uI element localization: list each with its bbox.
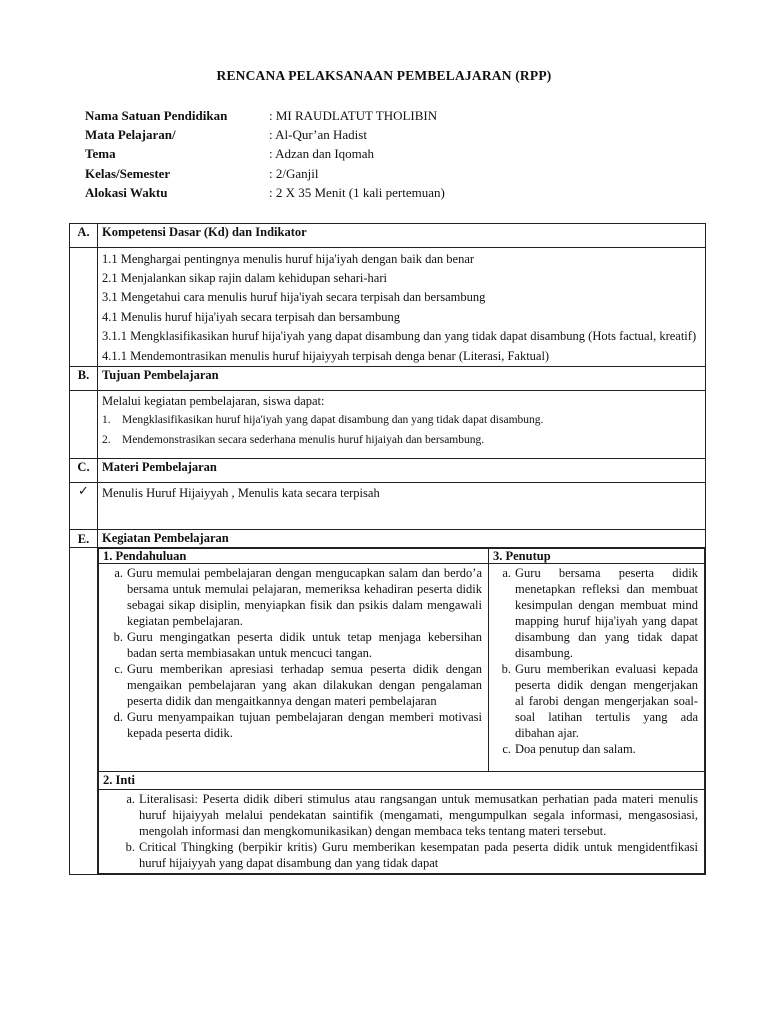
- competency-list: [98, 248, 706, 367]
- competency-item: 2.1 Menjalankan sikap rajin dalam kehidupan sehari-hari: [102, 271, 387, 286]
- identity-label: Kelas/Semester: [85, 165, 171, 181]
- identity-label: Tema: [85, 146, 116, 162]
- material-content: Menulis Huruf Hijaiyyah , Menulis kata secara terpisah: [98, 482, 706, 529]
- identity-label: Nama Satuan Pendidikan: [85, 107, 228, 123]
- section-letter: E.: [70, 529, 98, 547]
- document-title: RENCANA PELAKSANAAN PEMBELAJARAN (RPP): [216, 68, 552, 83]
- rpp-table: [69, 223, 706, 875]
- section-heading: Materi Pembelajaran: [98, 458, 706, 482]
- identity-value: : MI RAUDLATUT THOLIBIN: [269, 107, 438, 123]
- identity-value: : 2 X 35 Menit (1 kali pertemuan): [269, 185, 445, 201]
- inti-list: [99, 789, 705, 873]
- competency-item: 4.1.1 Mendemontrasikan menulis huruf hijaiyyah terpisah denga benar (Literasi, Faktual): [102, 348, 550, 363]
- inti-heading: 2. Inti: [99, 771, 705, 789]
- list-item: c. Guru memberikan apresiasi terhadap semua peserta didik dengan mengaikan pembelajaran yang akan dilakukan dengan pengalaman peserta didik dan mengaitkannya dengan materi pembelajaran: [114, 661, 482, 708]
- pendahuluan-list: [99, 563, 489, 771]
- identity-row: [85, 184, 445, 203]
- section-letter: A.: [70, 224, 98, 248]
- identity-label: Mata Pelajaran/: [85, 127, 176, 143]
- identity-value: : Al-Qur’an Hadist: [269, 127, 367, 143]
- identity-value: : 2/Ganjil: [269, 165, 319, 181]
- identity-block: [85, 106, 445, 203]
- section-heading: Kompetensi Dasar (Kd) dan Indikator: [98, 224, 706, 248]
- identity-row: [85, 164, 445, 183]
- section-heading: Tujuan Pembelajaran: [98, 367, 706, 391]
- list-item: d. Guru menyampaikan tujuan pembelajaran dengan memberi motivasi kepada peserta didik.: [113, 709, 482, 740]
- section-letter: B.: [70, 367, 98, 391]
- penutup-list: [489, 563, 705, 771]
- section-a-body: [70, 248, 706, 367]
- list-item: a. Guru bersama peserta didik menetapkan refleksi dan membuat kesimpulan dengan membuat mind mapping huruf hija'iyah yang dapat disambung dan yang tidak dapat disambung.: [502, 565, 698, 660]
- identity-row: [85, 145, 445, 164]
- identity-row: [85, 106, 445, 125]
- competency-item: 3.1.1 Mengklasifikasikan huruf hija'iyah yang dapat disambung dan yang tidak dapat disambung (Hots factual, kreatif): [102, 328, 697, 343]
- list-item: c. Doa penutup dan salam.: [502, 741, 636, 756]
- objective-intro: Melalui kegiatan pembelajaran, siswa dapat:: [102, 394, 325, 409]
- objective-list: [98, 391, 706, 458]
- identity-label: Alokasi Waktu: [85, 185, 168, 201]
- section-e-body: [70, 547, 706, 874]
- list-item: b. Guru mengingatkan peserta didik untuk tetap menjaga kebersihan badan serta membiasakan untuk mencuci tangan.: [113, 629, 482, 660]
- list-item: b. Guru memberikan evaluasi kepada peserta didik dengan mengerjakan al farobi dengan mengerjakan soal-soal latihan tertulis yang ada dibahan ajar.: [501, 661, 698, 740]
- penutup-heading: 3. Penutup: [489, 548, 705, 563]
- competency-item: 1.1 Menghargai pentingnya menulis huruf hija'iyah dengan baik dan benar: [102, 251, 475, 266]
- objective-item: 2. Mendemonstrasikan secara sederhana menulis huruf hijaiyah dan bersambung.: [102, 433, 485, 446]
- list-item: a. Literalisasi: Peserta didik diberi stimulus atau rangsangan untuk memusatkan perhatian pada materi menulis huruf hijaiyyah melalui pendekatan saintifik (mengamati, mengumpulkan segala informasi, mengasosiasi, mengolah informasi dan mengkomunikasikan) dengan membaca teks tentang materi tersebut.: [126, 791, 698, 838]
- section-b-header: [70, 367, 706, 391]
- check-mark-icon: ✓: [70, 482, 98, 529]
- objective-item: 1. Mengklasifikasikan huruf hija'iyah yang dapat disambung dan yang tidak dapat disambung.: [102, 414, 544, 427]
- activity-table: [98, 548, 705, 874]
- section-heading: Kegiatan Pembelajaran: [98, 529, 706, 547]
- section-a-header: [70, 224, 706, 248]
- identity-row: [85, 125, 445, 144]
- list-item: a. Guru memulai pembelajaran dengan mengucapkan salam dan berdo’a bersama untuk memulai pelajaran, memeriksa kehadiran peserta didik sebagai sikap disiplin, menyiapkan fisik dan psikis dalam mengawali kegiatan pembelajaran.: [114, 565, 482, 628]
- pendahuluan-heading: 1. Pendahuluan: [99, 548, 489, 563]
- list-item: b. Critical Thingking (berpikir kritis) Guru memberikan kesempatan pada peserta didik untuk mengidentfikasi huruf hijaiyyah yang dapat disambung dan yang tidak dapat: [125, 839, 698, 870]
- identity-value: : Adzan dan Iqomah: [269, 146, 375, 162]
- competency-item: 3.1 Mengetahui cara menulis huruf hija'iyah secara terpisah dan bersambung: [102, 290, 486, 305]
- competency-item: 4.1 Menulis huruf hija'iyah secara terpisah dan bersambung: [102, 309, 400, 324]
- section-c-body: [70, 482, 706, 529]
- section-letter: C.: [70, 458, 98, 482]
- section-e-header: [70, 529, 706, 547]
- section-b-body: [70, 391, 706, 458]
- section-c-header: [70, 458, 706, 482]
